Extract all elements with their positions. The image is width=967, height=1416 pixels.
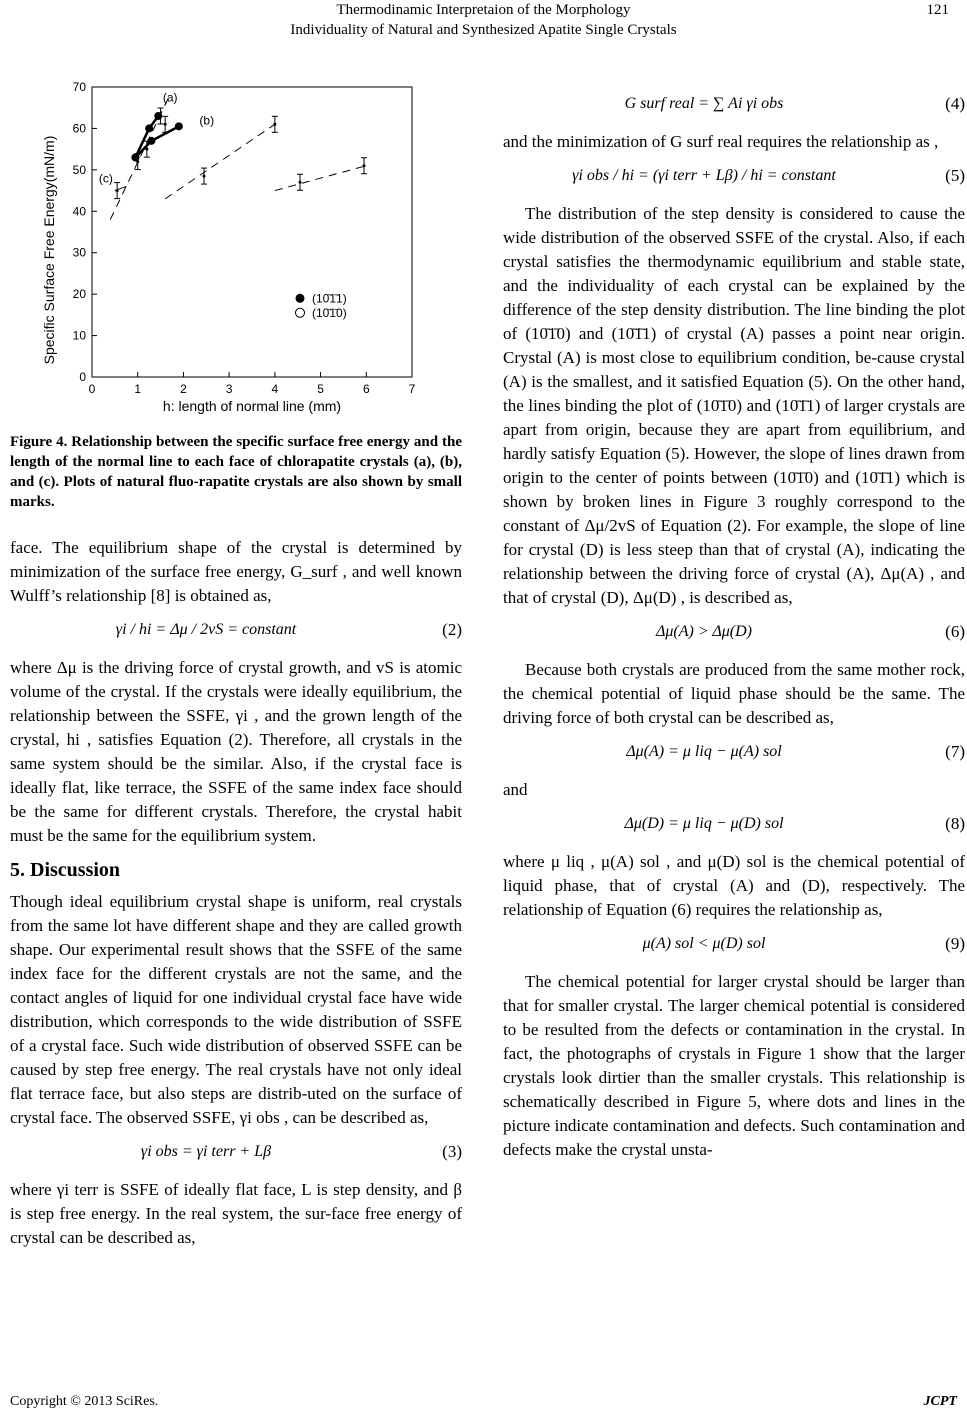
figure-4-chart [20,75,490,415]
equation-9 [503,932,965,960]
equation-7-body: Δμ(A) = μ liq − μ(A) sol [626,743,782,760]
dashed-trend-line [275,166,366,191]
y-tick-label: 0 [79,370,86,384]
x-tick-label: 2 [180,382,187,396]
equation-8 [503,812,965,840]
equation-6 [503,620,965,648]
x-axis-label: h: length of normal line (mm) [162,398,342,414]
equation-5-body: γi obs / hi = (γi terr + Lβ) / hi = constant [572,167,836,184]
legend-label: (10̄1̄0) [312,305,347,320]
equation-3 [10,1140,462,1168]
y-tick-label: 20 [72,287,86,302]
dashed-trend-line [165,124,275,199]
equation-4 [503,92,965,120]
plot-frame [92,87,412,377]
left-paragraph-1: face. The equilibrium shape of the crystal is determined by minimization of the surface free energy, G_surf , and well known Wulff’s relationship [8] is obtained as, [10,538,462,605]
natural-point [164,123,167,126]
series-annotation: (b) [199,113,215,128]
equation-5 [503,164,965,192]
equation-9-number: (9) [945,934,965,953]
x-tick-label: 7 [408,382,416,396]
plot-area [73,80,416,396]
y-tick-label: 60 [72,121,86,136]
page-number: 121 [926,2,949,18]
y-tick-label: 70 [72,80,86,94]
equation-6-number: (6) [945,622,965,641]
y-tick-label: 10 [72,328,86,343]
x-tick-label: 1 [134,382,142,396]
section-heading: 5. Discussion [10,859,121,881]
footer-copyright: Copyright © 2013 SciRes. [10,1394,159,1409]
figure-caption: Figure 4. Relationship between the specific surface free energy and the length of the normal line to each face of chlorapatite crystals (a), (b), and (c). Plots of natural fluo-rapatite crystals are also shown by small marks. [10,434,462,510]
equation-6-body: Δμ(A) > Δμ(D) [656,623,752,640]
y-tick-label: 30 [72,245,86,260]
equation-7-number: (7) [945,742,965,761]
x-tick-label: 4 [271,382,279,396]
legend-open-marker [296,308,305,317]
right-column [503,82,965,1162]
equation-5-number: (5) [945,166,965,185]
equation-4-number: (4) [945,94,965,113]
right-paragraph-1: and the minimization of G surf real requires the relationship as , [503,132,939,151]
right-paragraph-4: where μ liq , μ(A) sol , and μ(D) sol is the chemical potential of liquid phase, that of crystal (A) and (D), respectively. The relationship of Equation (6) requires the relationship as, [503,852,965,919]
equation-3-body: γi obs = γi terr + Lβ [140,1143,272,1160]
equation-2 [10,618,462,646]
left-column [10,536,462,1250]
and-word: and [503,780,528,799]
x-tick-label: 3 [225,382,233,396]
equation-8-number: (8) [945,814,965,833]
footer-journal: JCPT [923,1394,957,1409]
series-point [147,137,155,145]
equation-3-number: (3) [442,1142,462,1161]
left-paragraph-3: Though ideal equilibrium crystal shape is uniform, real crystals from the same lot have different shape and they are called growth shape. Our experimental result shows that the SSFE of the same index face for the different crystals are not the same, and the contact angles of liquid for one individual crystal face have wide distribution, which corresponds to the wide distribution of SSFE of a crystal face. Such wide distribution of observed SSFE can be caused by step free energy. The real crystals have not only ideal flat terrace face, but also steps are distrib-uted on the surface of crystal face. The observed SSFE, γi obs , can be described as, [10,892,462,1127]
series-point [145,124,153,132]
equation-2-number: (2) [442,620,462,639]
equation-4-body: G surf real = ∑ Ai γi obs [624,95,784,112]
series-annotation: (a) [162,90,178,105]
right-paragraph-5: The chemical potential for larger crystal should be larger than that for smaller crystal. The larger chemical potential is considered to be resulted from the defects or contamination in the crystal. In fact, the photographs of crystals in Figure 1 show that the larger crystals look dirtier than the smaller crystals. This relationship is schematically described in Figure 5, where dots and lines in the picture indicate contamination and defects. Such contamination and defects make the crystal unsta- [503,972,965,1159]
y-tick-label: 50 [72,162,86,177]
left-paragraph-2: where Δμ is the driving force of crystal growth, and vS is atomic volume of the crystal. If the crystals were ideally equilibrium, the relationship between the SSFE, γi , and the grown length of the crystal, hi , satisfies Equation (2). Therefore, all crystals in the same system should be the similar. Also, if the crystal face is ideally flat, like terrace, the SSFE of the same index face should be the same for different crystals. Therefore, the crystal habit must be the same for the equilibrium system. [10,658,462,845]
legend-label: (10̄1̄1) [312,291,347,306]
y-axis-label: Specific Surface Free Energy(mN/m) [41,135,57,365]
equation-9-body: μ(A) sol < μ(D) sol [642,935,766,952]
series-point [175,122,183,130]
equation-2-body: γi / hi = Δμ / 2vS = constant [115,621,297,638]
y-tick-label: 40 [72,204,86,219]
series-point [131,153,139,161]
legend-filled-marker [296,294,305,303]
right-paragraph-3: Because both crystals are produced from the same mother rock, the chemical potential of liquid phase should be the same. The driving force of both crystal can be described as, [503,660,965,727]
equation-8-body: Δμ(D) = μ liq − μ(D) sol [624,815,784,832]
natural-point [299,181,302,184]
series-annotation: (c) [98,171,113,186]
page-header [0,0,967,40]
natural-point [203,175,206,178]
x-tick-label: 0 [88,382,96,396]
header-title-line1: Thermodinamic Interpretaion of the Morphology [336,2,631,18]
header-title-line2: Individuality of Natural and Synthesized Apatite Single Crystals [290,22,677,38]
right-paragraph-2: The distribution of the step density is considered to cause the wide distribution of the observed SSFE of the crystal. Also, if each crystal satisfies the thermodynamic equilibrium and stable state, and the individuality of each crystal can be explained by the difference of the step density distribution. The line binding the plot of (10̄1̄0) and (10̄1̄1) of crystal (A) passes a point near origin. Crystal (A) is most close to equilibrium condition, be-cause crystal (A) is the smallest, and it satisfied Equation (5). On the other hand, the lines binding the plot of (10̄1̄0) and (10̄1̄1) of larger crystals are apart from origin, because they are apart from equilibrium, and hardly satisfy Equation (5). However, the slope of lines drawn from origin to the center of points between (10̄1̄0) and (10̄1̄1) which is shown by broken lines in Figure 3 roughly correspond to the constant of Δμ/2vS of Equation (2). For example, the slope of line for crystal (D) is less steep than that of crystal (A), indicating the relationship between the driving force of crystal (A), Δμ(A) , and that of crystal (D), Δμ(D) , is described as, [503,204,965,607]
x-tick-label: 5 [317,382,324,396]
x-tick-label: 6 [362,382,370,396]
series-point [154,112,162,120]
equation-7 [503,740,965,768]
left-paragraph-4: where γi terr is SSFE of ideally flat face, L is step density, and β is step free energy. In the real system, the sur-face free energy of crystal can be described as, [10,1180,462,1247]
